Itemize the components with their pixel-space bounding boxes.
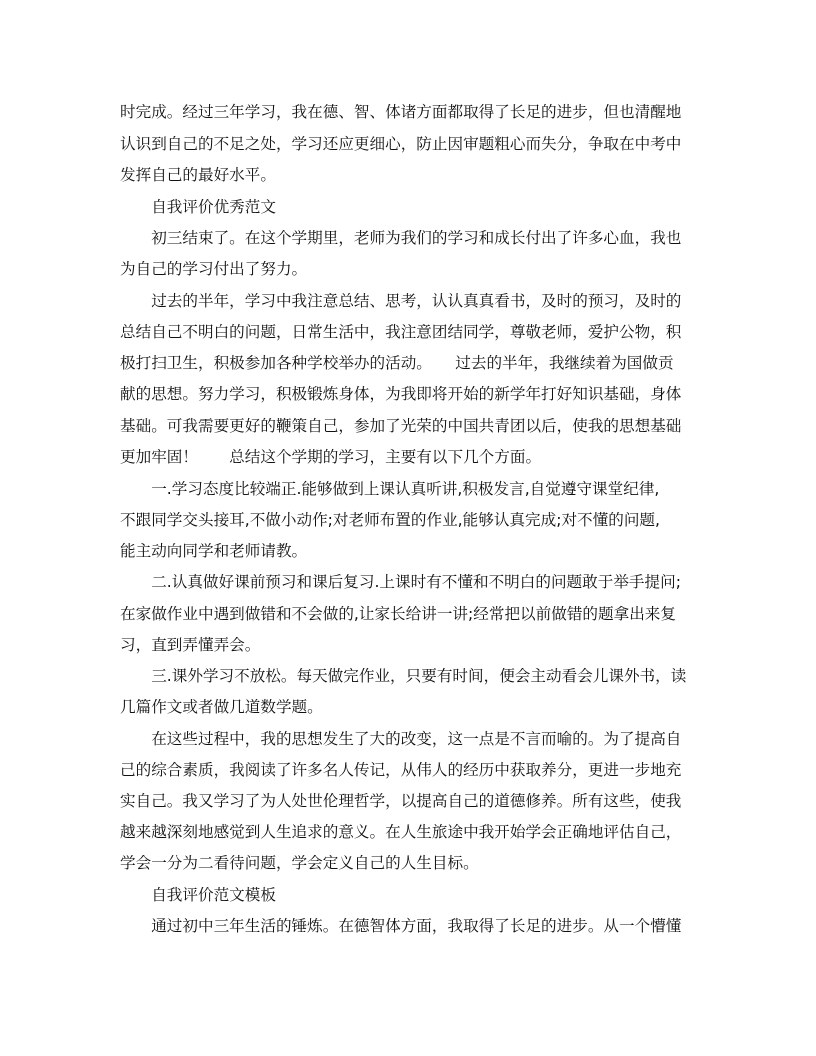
text-line: 总结自己不明白的问题，日常生活中，我注意团结同学，尊敬老师，爱护公物，积 (120, 323, 682, 341)
text-line: 在家做作业中遇到做错和不会做的,让家长给讲一讲;经常把以前做错的题拿出来复 (120, 605, 676, 623)
text-line: 更加牢固！ 总结这个学期的学习，主要有以下几个方面。 (120, 448, 542, 466)
text-line: 不跟同学交头接耳,不做小动作;对老师布置的作业,能够认真完成;对不懂的问题, (120, 511, 660, 529)
text-line: 过去的半年，学习中我注意总结、思考，认认真真看书，及时的预习，及时的 (120, 292, 682, 310)
text-line: 初三结束了。在这个学期里，老师为我们的学习和成长付出了许多心血，我也 (120, 229, 682, 247)
text-line: 几篇作文或者做几道数学题。 (120, 698, 323, 716)
text-line: 学会一分为二看待问题，学会定义自己的人生目标。 (120, 854, 479, 872)
text-line: 三.课外学习不放松。每天做完作业，只要有时间，便会主动看会儿课外书，读 (120, 667, 687, 685)
text-line: 时完成。经过三年学习，我在德、智、体诸方面都取得了长足的进步，但也清醒地 (120, 103, 682, 121)
document-page (120, 0, 700, 1056)
text-line: 一.学习态度比较端正.能够做到上课认真听讲,积极发言,自觉遵守课堂纪律, (120, 480, 660, 498)
text-line: 己的综合素质，我阅读了许多名人传记，从伟人的经历中获取养分，更进一步地充 (120, 761, 682, 779)
text-line: 基础。可我需要更好的鞭策自己，参加了光荣的中国共青团以后，使我的思想基础 (120, 417, 682, 435)
text-line: 认识到自己的不足之处，学习还应更细心，防止因审题粗心而失分，争取在中考中 (120, 135, 682, 153)
section-heading: 自我评价范文模板 (120, 886, 276, 904)
text-line: 二.认真做好课前预习和课后复习.上课时有不懂和不明白的问题敢于举手提问; (120, 573, 681, 591)
text-line: 为自己的学习付出了努力。 (120, 260, 308, 278)
text-line: 能主动向同学和老师请教。 (120, 542, 308, 560)
text-line: 习，直到弄懂弄会。 (120, 636, 261, 654)
text-line: 发挥自己的最好水平。 (120, 166, 276, 184)
section-heading: 自我评价优秀范文 (120, 198, 276, 216)
text-line: 献的思想。努力学习，积极锻炼身体，为我即将开始的新学年打好知识基础，身体 (120, 385, 682, 403)
text-line: 极打扫卫生，积极参加各种学校举办的活动。 过去的半年，我继续着为国做贡 (120, 354, 674, 372)
text-line: 通过初中三年生活的锤炼。在德智体方面，我取得了长足的进步。从一个懵懂 (120, 917, 682, 935)
text-line: 越来越深刻地感觉到人生追求的意义。在人生旅途中我开始学会正确地评估自己， (120, 823, 682, 841)
text-line: 在这些过程中，我的思想发生了大的改变，这一点是不言而喻的。为了提高自 (120, 730, 682, 748)
text-line: 实自己。我又学习了为人处世伦理哲学，以提高自己的道德修养。所有这些，使我 (120, 792, 682, 810)
